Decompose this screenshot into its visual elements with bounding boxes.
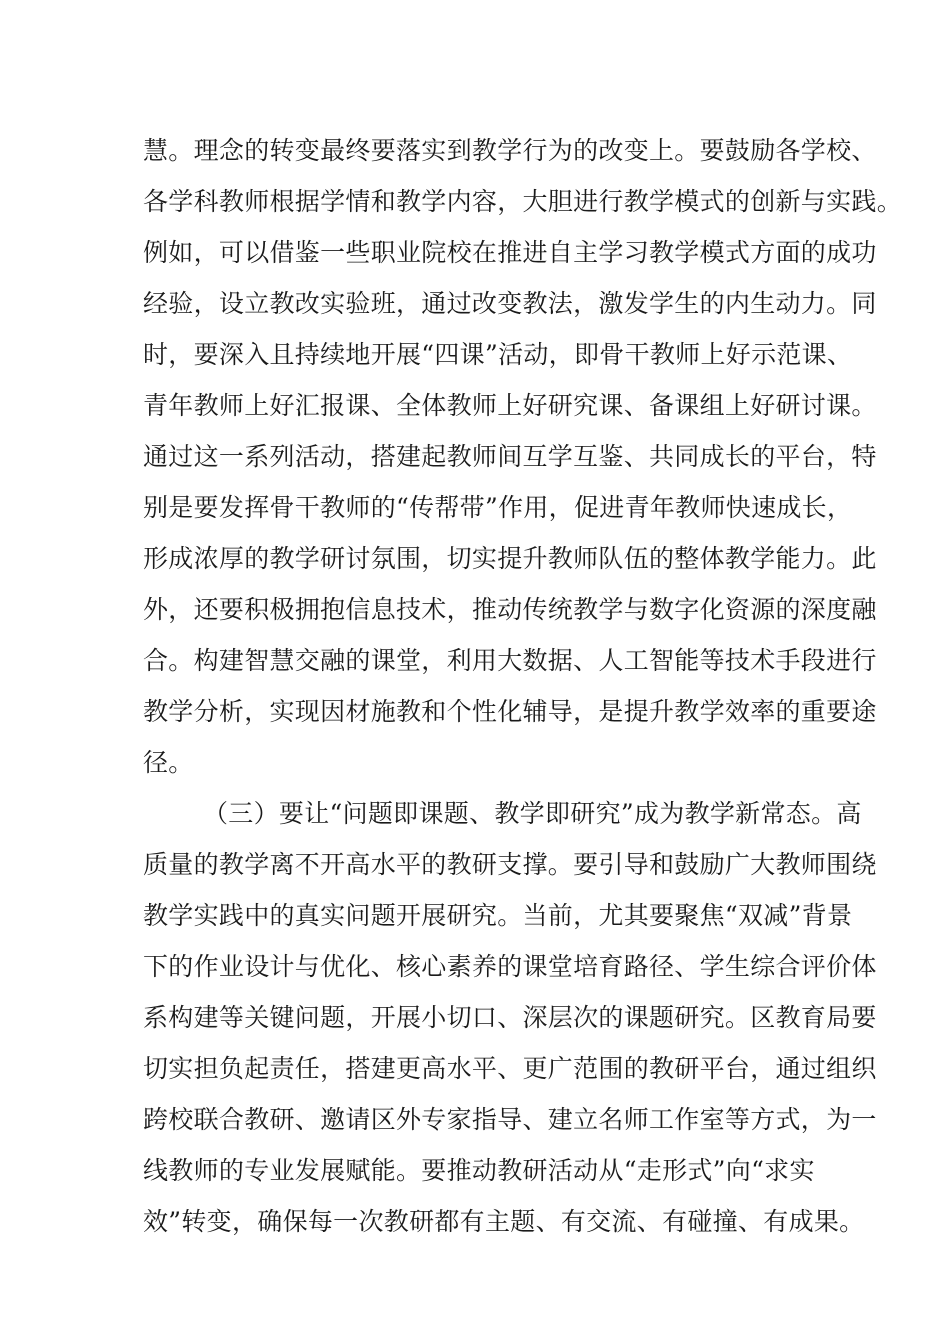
paragraph-1-line-6: 青年教师上好汇报课、全体教师上好研究课、备课组上好研讨课。	[143, 391, 877, 420]
paragraph-2-line-2: 质量的教学离不开高水平的教研支撑。要引导和鼓励广大教师围绕	[143, 850, 877, 879]
paragraph-1-line-2: 各学科教师根据学情和教学内容，大胆进行教学模式的创新与实践。	[143, 187, 903, 216]
paragraph-1-line-3: 例如，可以借鉴一些职业院校在推进自主学习教学模式方面的成功	[143, 238, 877, 267]
paragraph-1-line-5: 时，要深入且持续地开展“四课”活动，即骨干教师上好示范课、	[143, 340, 853, 369]
paragraph-1-line-10: 外，还要积极拥抱信息技术，推动传统教学与数字化资源的深度融	[143, 595, 877, 624]
paragraph-2-line-1: （三）要让“问题即课题、教学即研究”成为教学新常态。高	[203, 799, 862, 828]
paragraph-2-line-3: 教学实践中的真实问题开展研究。当前，尤其要聚焦“双减”背景	[143, 901, 853, 930]
paragraph-2-line-5: 系构建等关键问题，开展小切口、深层次的课题研究。区教育局要	[143, 1003, 877, 1032]
paragraph-2-line-4: 下的作业设计与优化、核心素养的课堂培育路径、学生综合评价体	[143, 952, 877, 981]
paragraph-1-line-13: 径。	[143, 748, 194, 777]
paragraph-1-line-7: 通过这一系列活动，搭建起教师间互学互鉴、共同成长的平台，特	[143, 442, 877, 471]
paragraph-1-line-4: 经验，设立教改实验班，通过改变教法，激发学生的内生动力。同	[143, 289, 877, 318]
paragraph-1-line-9: 形成浓厚的教学研讨氛围，切实提升教师队伍的整体教学能力。此	[143, 544, 877, 573]
paragraph-2-line-8: 线教师的专业发展赋能。要推动教研活动从“走形式”向“求实	[143, 1156, 815, 1185]
paragraph-1-line-12: 教学分析，实现因材施教和个性化辅导，是提升教学效率的重要途	[143, 697, 877, 726]
paragraph-1-line-11: 合。构建智慧交融的课堂，利用大数据、人工智能等技术手段进行	[143, 646, 877, 675]
paragraph-2-line-7: 跨校联合教研、邀请区外专家指导、建立名师工作室等方式，为一	[143, 1105, 877, 1134]
paragraph-1-line-1: 慧。理念的转变最终要落实到教学行为的改变上。要鼓励各学校、	[143, 136, 877, 165]
paragraph-2-line-6: 切实担负起责任，搭建更高水平、更广范围的教研平台，通过组织	[143, 1054, 877, 1083]
paragraph-1-line-8: 别是要发挥骨干教师的“传帮带”作用，促进青年教师快速成长，	[143, 493, 853, 522]
paragraph-2-line-9: 效”转变，确保每一次教研都有主题、有交流、有碰撞、有成果。	[143, 1207, 865, 1236]
